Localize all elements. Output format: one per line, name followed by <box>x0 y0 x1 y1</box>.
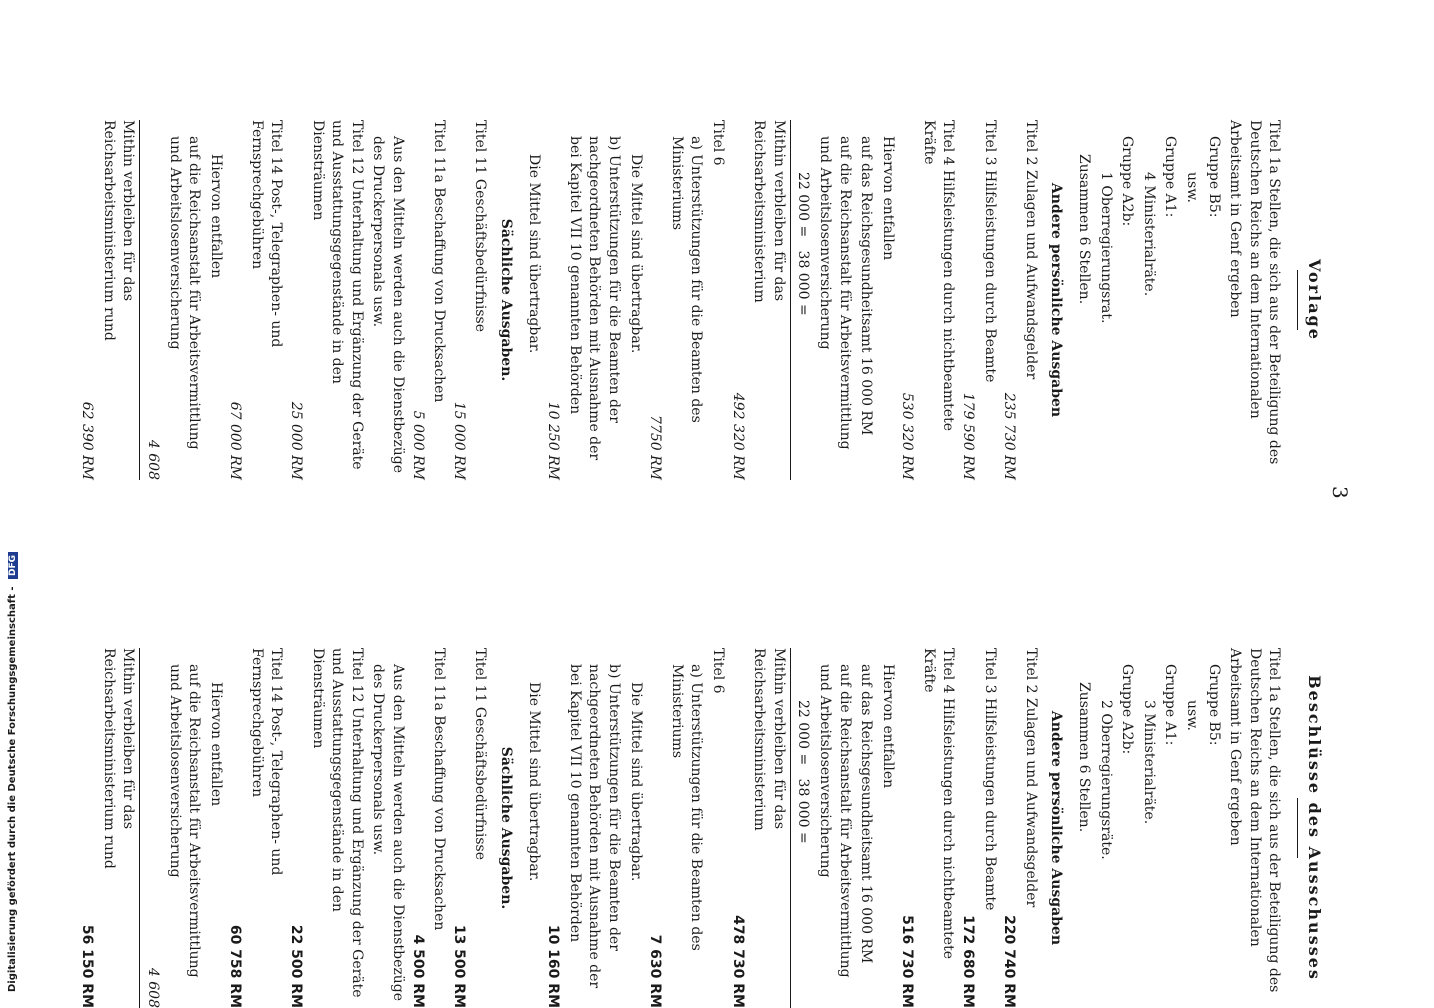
amount: 172 680 RM <box>960 915 977 1008</box>
reichsanstalt: auf die Reichsanstalt für Arbeitsvermittlung und Arbeitslosenversicherung <box>816 664 853 978</box>
titel-2: Titel 2 Zulagen und Aufwandsgelder <box>1022 648 1039 908</box>
titel-3: Titel 3 Hilfsleistungen durch Beamte <box>981 648 998 911</box>
reichsanstalt: auf die Reichsanstalt für Arbeitsvermittlung und Arbeitslosenversicherung <box>166 664 203 978</box>
hiervon-entfallen: Hiervon entfallen <box>207 154 224 279</box>
amount: 22 500 RM <box>288 924 305 1008</box>
amount: 15 000 RM <box>450 401 467 480</box>
amount: 516 730 RM <box>899 915 916 1008</box>
reichsanstalt-amounts: 22 000 = 38 000 = <box>795 172 812 316</box>
titel-1a: Titel 1a Stellen, die sich aus der Beteiligung des Deutschen Reichs an dem Internationalen Arbeitsamt in Genf ergeben <box>1227 648 1283 993</box>
reichsanstalt: auf die Reichsanstalt für Arbeitsvermittlung und Arbeitslosenversicherung <box>166 136 203 450</box>
amount: 67 000 RM <box>227 401 244 480</box>
titel-12: Titel 12 Unterhaltung und Ergänzung der Geräte und Ausstattungsgegenstände in den Diensträumen <box>309 120 365 470</box>
dfg-logo-icon: DFG <box>8 552 18 579</box>
a1-detail: 4 Ministerialräte. <box>1140 172 1157 297</box>
gruppe-a2b: Gruppe A2b: <box>1119 136 1136 227</box>
amount: 530 320 RM <box>899 392 916 480</box>
amount: 492 320 RM <box>729 392 746 480</box>
reichsanstalt: auf die Reichsanstalt für Arbeitsvermittlung und Arbeitslosenversicherung <box>816 136 853 450</box>
section-heading: Andere persönliche Ausgaben <box>1048 182 1065 418</box>
amount: 38 000 <box>795 778 812 828</box>
titel-3: Titel 3 Hilfsleistungen durch Beamte <box>981 120 998 383</box>
a2b-detail: 2 Oberregierungsräte. <box>1097 700 1114 860</box>
titel-14: Titel 14 Post-, Telegraphen- und Fernsprechgebühren <box>248 648 285 876</box>
gruppe-b5: Gruppe B5: <box>1205 136 1222 218</box>
a2b-detail: 1 Oberregierungsrat. <box>1097 172 1114 324</box>
drucker-note: Aus den Mitteln werden auch die Dienstbezüge des Druckerpersonals usw. <box>370 664 407 1001</box>
digitization-footer <box>7 552 18 992</box>
titel-1a: Titel 1a Stellen, die sich aus der Beteiligung des Deutschen Reichs an dem Internationalen Arbeitsamt in Genf ergeben <box>1227 120 1283 465</box>
hiervon-entfallen: Hiervon entfallen <box>879 136 896 261</box>
column-vorlage <box>77 120 1324 480</box>
zusammen: Zusammen 6 Stellen. <box>1076 154 1093 305</box>
titel-11: Titel 11 Geschäftsbedürfnisse <box>472 120 489 333</box>
mithin-1: Mithin verbleiben für das Reichsarbeitsministerium <box>749 120 791 480</box>
drucker-note: Aus den Mitteln werden auch die Dienstbezüge des Druckerpersonals usw. <box>370 136 407 473</box>
mithin-1: Mithin verbleiben für das Reichsarbeitsministerium <box>749 648 791 1008</box>
titel-6a: a) Unterstützungen für die Beamten des Ministeriums <box>668 136 705 423</box>
gruppe-a1: Gruppe A1: <box>1162 664 1179 746</box>
amount: 10 250 RM <box>545 401 562 480</box>
a1-detail: 3 Ministerialräte. <box>1140 700 1157 825</box>
hiervon-entfallen: Hiervon entfallen <box>879 664 896 789</box>
titel-12: Titel 12 Unterhaltung und Ergänzung der Geräte und Ausstattungsgegenstände in den Diensträumen <box>309 648 365 998</box>
gruppe-a2b: Gruppe A2b: <box>1119 664 1136 755</box>
amount: 179 590 RM <box>960 392 977 480</box>
mithin-2: Mithin verbleiben für das Reichsarbeitsministerium rund <box>98 648 140 1008</box>
section-heading: Sächliche Ausgaben. <box>498 746 515 910</box>
titel-11a: Titel 11a Beschaffung von Drucksachen <box>431 120 448 403</box>
titel-6b: b) Unterstützungen für die Beamten der nachgeordneten Behörden mit Ausnahme der bei Kapitel VII 10 genannten Behörden <box>566 136 622 461</box>
uebertragbar: Die Mittel sind übertragbar. <box>627 682 644 882</box>
column-beschluesse <box>77 648 1324 1008</box>
section-heading: Sächliche Ausgaben. <box>498 218 515 382</box>
titel-6b: b) Unterstützungen für die Beamten der nachgeordneten Behörden mit Ausnahme der bei Kapitel VII 10 genannten Behörden <box>566 664 622 989</box>
amount: 4 500 RM <box>409 934 426 1008</box>
column-heading: Beschlüsse des Ausschusses <box>1305 675 1324 981</box>
footer-text: Digitalisierung gefördert durch die Deutsche Forschungsgemeinschaft - <box>7 586 18 992</box>
reichsanstalt-amounts: 22 000 = 38 000 = <box>795 700 812 844</box>
amount: 10 160 RM <box>545 924 562 1008</box>
amount: 4 608 <box>144 439 161 480</box>
amount: 13 500 RM <box>450 924 467 1008</box>
amount: 235 730 RM <box>1001 392 1018 480</box>
reichsgesundheitsamt: auf das Reichsgesundheitsamt 16 000 RM <box>858 664 875 964</box>
titel-2: Titel 2 Zulagen und Aufwandsgelder <box>1022 120 1039 380</box>
amount: 22 000 <box>795 172 812 221</box>
column-heading: Vorlage <box>1305 259 1324 341</box>
uebertragbar: Die Mittel sind übertragbar. <box>525 682 542 882</box>
heading-rule <box>1297 270 1298 330</box>
amount: 220 740 RM <box>1001 915 1018 1008</box>
uebertragbar: Die Mittel sind übertragbar. <box>627 154 644 354</box>
amount: 478 730 RM <box>729 915 746 1008</box>
amount: 60 758 RM <box>227 924 244 1008</box>
gruppe-a1: Gruppe A1: <box>1162 136 1179 218</box>
amount: 5 000 RM <box>409 410 426 480</box>
amount: 22 000 <box>795 700 812 749</box>
amount: 38 000 <box>795 250 812 300</box>
titel-14: Titel 14 Post-, Telegraphen- und Fernsprechgebühren <box>248 120 285 348</box>
mithin-2: Mithin verbleiben für das Reichsarbeitsministerium rund <box>98 120 140 480</box>
amount: 7 630 RM <box>647 934 664 1008</box>
titel-6: Titel 6 <box>709 648 726 694</box>
heading-rule <box>1297 798 1298 858</box>
amount: 4 608 <box>144 967 161 1008</box>
gruppe-b5: Gruppe B5: <box>1205 664 1222 746</box>
titel-11: Titel 11 Geschäftsbedürfnisse <box>472 648 489 861</box>
titel-4: Titel 4 Hilfsleistungen durch nichtbeamtete Kräfte <box>920 120 957 431</box>
usw: usw. <box>1184 700 1201 731</box>
section-heading: Andere persönliche Ausgaben <box>1048 710 1065 946</box>
amount: 62 390 RM <box>79 401 96 480</box>
titel-6: Titel 6 <box>709 120 726 166</box>
hiervon-entfallen: Hiervon entfallen <box>207 682 224 807</box>
page-number: 3 <box>1328 486 1352 499</box>
reichsgesundheitsamt: auf das Reichsgesundheitsamt 16 000 RM <box>858 136 875 436</box>
uebertragbar: Die Mittel sind übertragbar. <box>525 154 542 354</box>
amount: 7750 RM <box>647 415 664 480</box>
zusammen: Zusammen 6 Stellen. <box>1076 682 1093 833</box>
amount: 56 150 RM <box>79 924 96 1008</box>
usw: usw. <box>1184 172 1201 203</box>
titel-6a: a) Unterstützungen für die Beamten des Ministeriums <box>668 664 705 951</box>
titel-4: Titel 4 Hilfsleistungen durch nichtbeamtete Kräfte <box>920 648 957 959</box>
titel-11a: Titel 11a Beschaffung von Drucksachen <box>431 648 448 931</box>
amount: 25 000 RM <box>288 401 305 480</box>
